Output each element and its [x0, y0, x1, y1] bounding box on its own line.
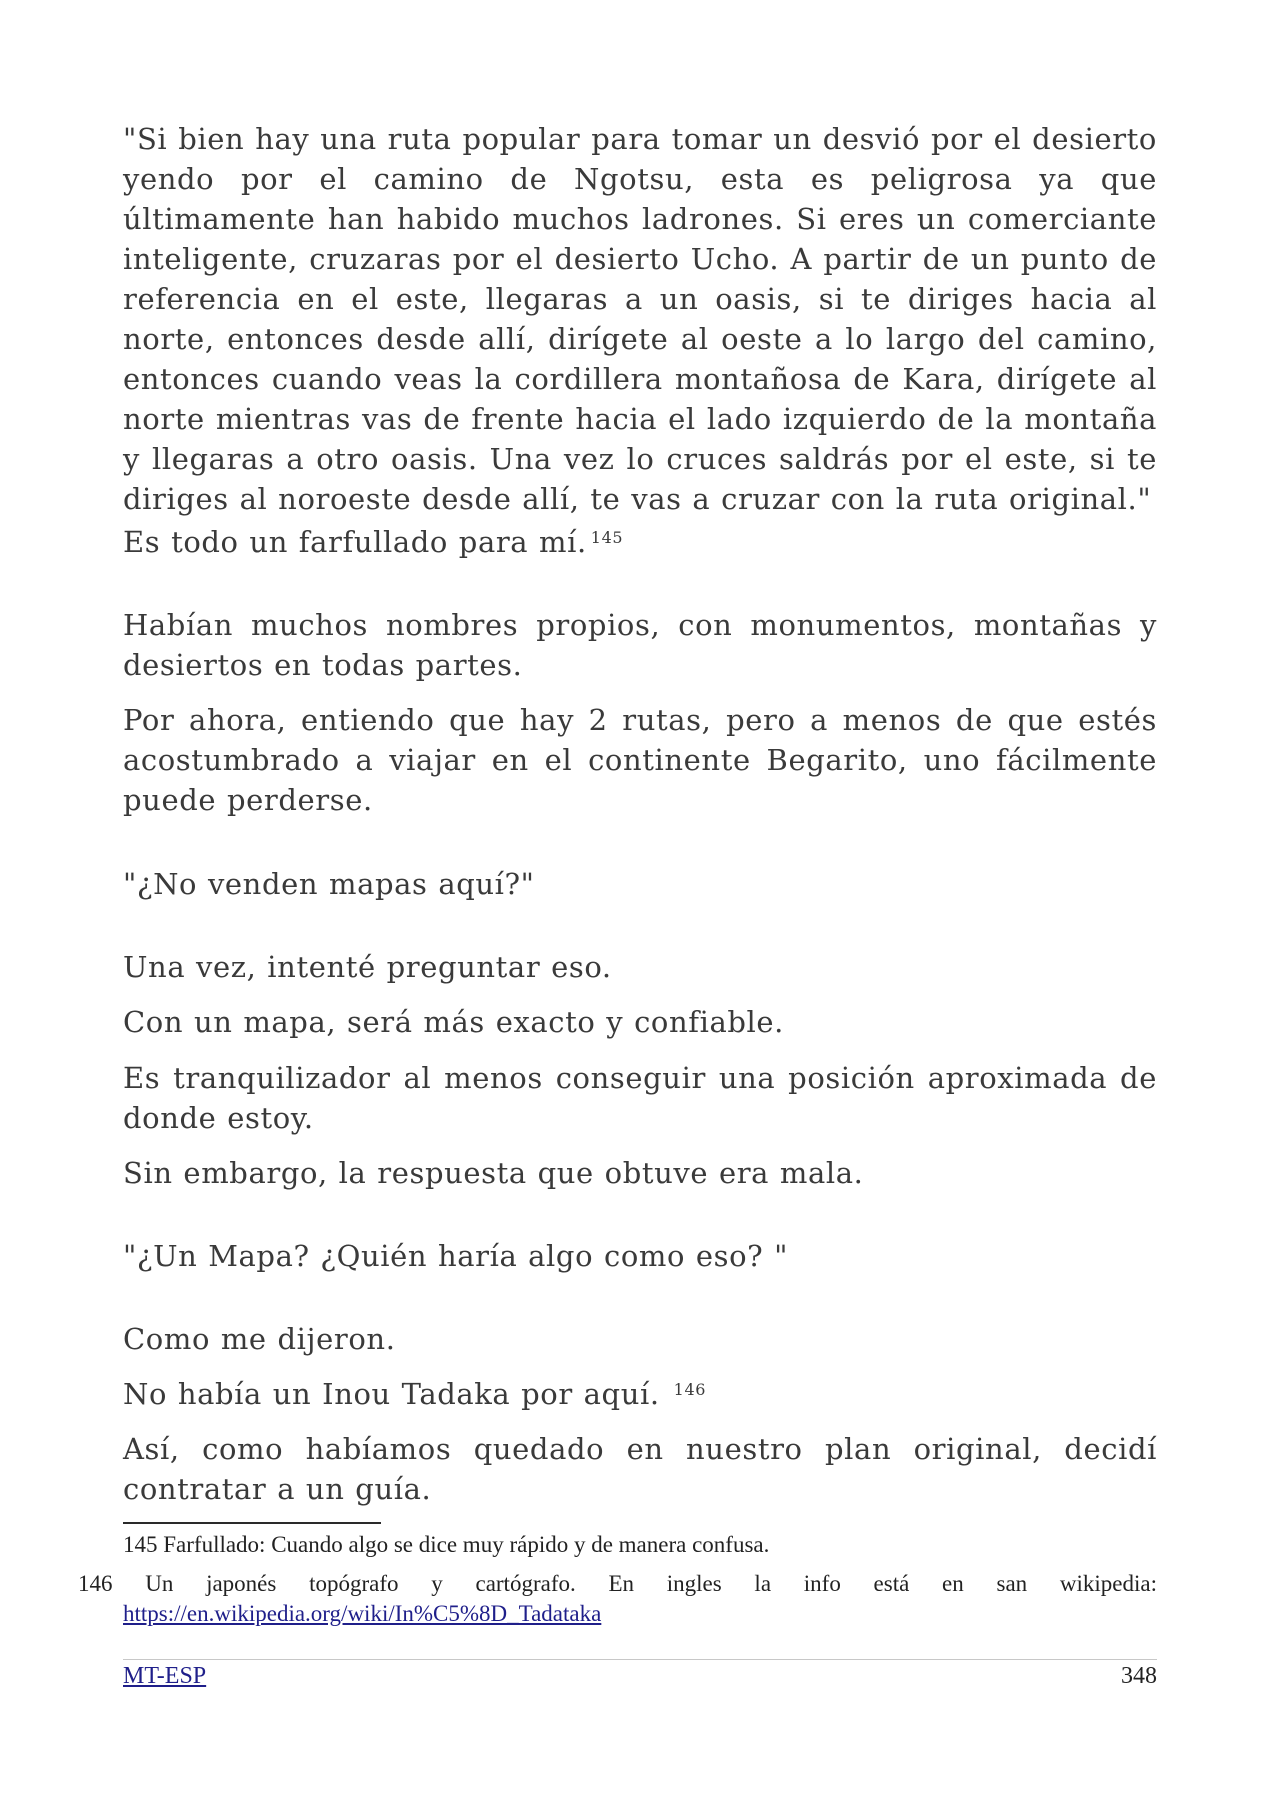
paragraph-two-routes — [123, 700, 1157, 820]
reassuring-text: Es tranquilizador al menos conseguir una posición aproximada de donde estoy. — [123, 1061, 1157, 1135]
wikipedia-link[interactable]: https://en.wikipedia.org/wiki/In%C5%8D_Tadataka — [123, 1601, 602, 1626]
with-map-text: Con un mapa, será más exacto y confiable. — [123, 1005, 784, 1039]
map-reply-text: "¿Un Mapa? ¿Quién haría algo como eso? " — [123, 1239, 789, 1273]
paragraph-reassuring — [123, 1058, 1157, 1138]
paragraph-map-reply — [123, 1236, 1157, 1276]
paragraph-with-map — [123, 1002, 1157, 1042]
footnotes — [78, 1530, 1157, 1629]
footer-mt-esp-link[interactable]: MT-ESP — [123, 1663, 207, 1689]
footnote-145: 145 Farfullado: Cuando algo se dice muy rápido y de manera confusa. — [123, 1532, 770, 1557]
footnote-separator — [123, 1522, 381, 1524]
paragraph-farfullado — [123, 522, 1157, 562]
inou-tadaka-text: No había un Inou Tadaka por aquí. — [123, 1377, 660, 1411]
paragraph-proper-names — [123, 605, 1157, 685]
paragraph-inou-tadaka — [123, 1374, 1157, 1414]
tried-asking-text: Una vez, intenté preguntar eso. — [123, 950, 612, 984]
footnote-146: 146 Un japonés topógrafo y cartógrafo. En ingles la info está en san wikipedia: — [78, 1571, 1157, 1596]
paragraph-maps-question — [123, 864, 1157, 904]
paragraph-tried-asking — [123, 947, 1157, 987]
footnote-ref-145[interactable]: 145 — [590, 528, 624, 547]
paragraph-directions — [123, 119, 1157, 519]
hire-guide-text: Así, como habíamos quedado en nuestro plan original, decidí contratar a un guía. — [123, 1432, 1157, 1506]
bad-answer-text: Sin embargo, la respuesta que obtuve era mala. — [123, 1156, 864, 1190]
footnote-ref-146[interactable]: 146 — [673, 1380, 707, 1399]
paragraph-as-told — [123, 1319, 1157, 1359]
as-told-text: Como me dijeron. — [123, 1322, 396, 1356]
footer-divider — [123, 1659, 1157, 1660]
quoted-directions: "Si bien hay una ruta popular para tomar un desvió por el desierto yendo por el camino de Ngotsu, esta es peligrosa ya que últimamente han habido muchos ladrones. Si eres un comerciante inteligente, cruzaras por el desierto Ucho. A partir de un punto de referencia en el este, llegaras a un oasis, si te diriges hacia al norte, entonces desde allí, dirígete al oeste a lo largo del camino, entonces cuando veas la cordillera montañosa de Kara, dirígete al norte mientras vas de frente hacia el lado izquierdo de la montaña y llegaras a otro oasis. Una vez lo cruces saldrás por el este, si te diriges al noroeste desde allí, te vas a cruzar con la ruta original." — [123, 122, 1157, 516]
two-routes-text: Por ahora, entiendo que hay 2 rutas, pero a menos de que estés acostumbrado a viajar en el continente Begarito, uno fácilmente puede perderse. — [123, 703, 1157, 817]
farfullado-text: Es todo un farfullado para mí. — [123, 525, 587, 559]
paragraph-bad-answer — [123, 1153, 1157, 1193]
page-number: 348 — [1121, 1663, 1157, 1689]
paragraph-hire-guide — [123, 1429, 1157, 1509]
maps-question-text: "¿No venden mapas aquí?" — [123, 867, 535, 901]
proper-names-text: Habían muchos nombres propios, con monumentos, montañas y desiertos en todas partes. — [123, 608, 1157, 682]
